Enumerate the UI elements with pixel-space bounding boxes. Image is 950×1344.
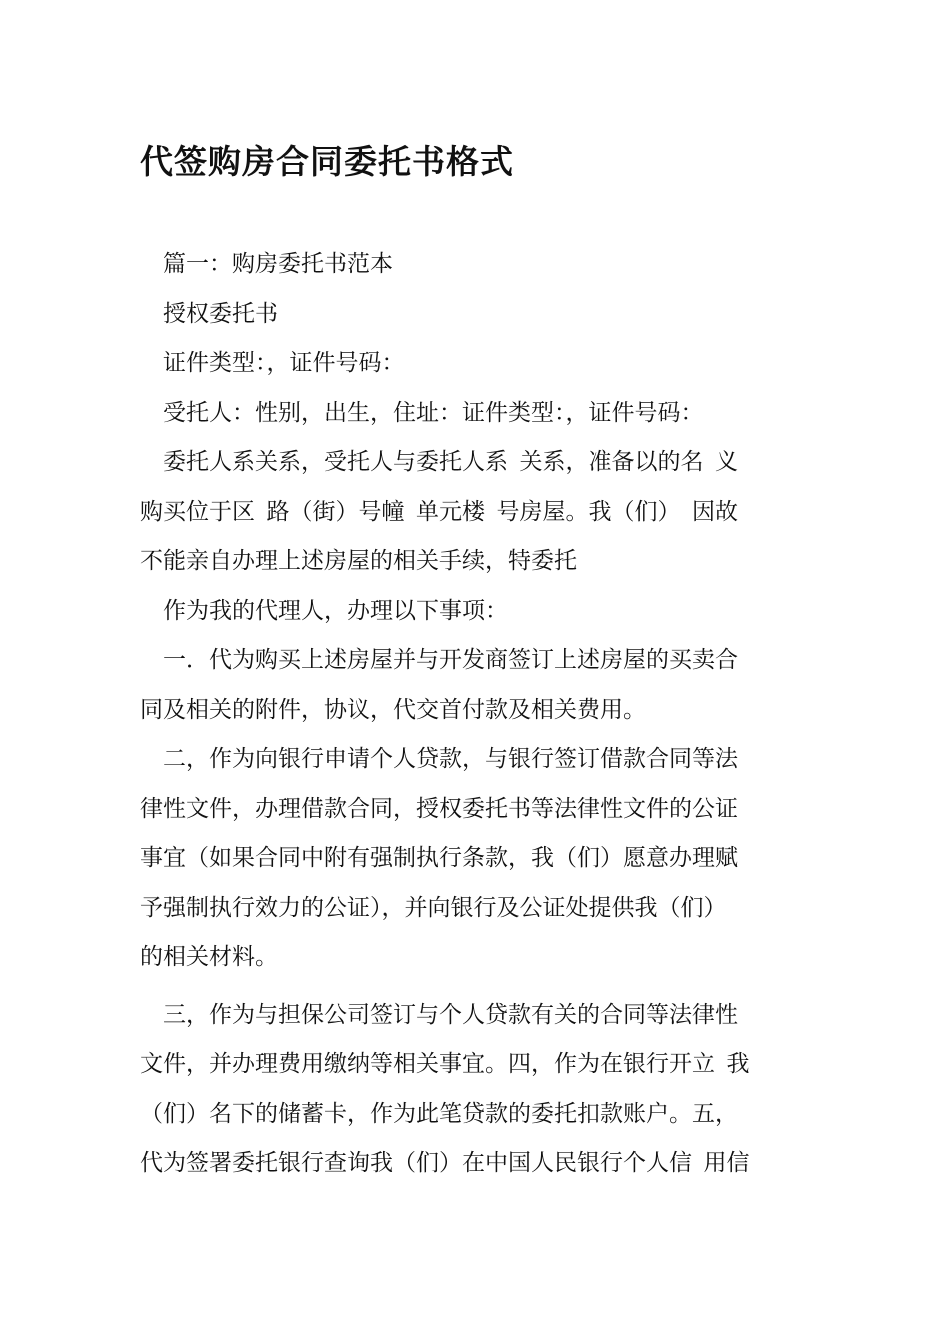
paragraph-line: 授权委托书	[140, 300, 278, 327]
paragraph-line: 事宜（如果合同中附有强制执行条款，我（们）愿意办理赋	[140, 845, 738, 871]
paragraph-line: 购买位于区 路（街）号幢 单元楼 号房屋。我（们） 因故	[140, 498, 738, 525]
paragraph-line: 一．代为购买上述房屋并与开发商签订上述房屋的买卖合	[140, 647, 738, 673]
paragraph-line: 律性文件，办理借款合同，授权委托书等法律性文件的公证	[140, 795, 738, 822]
paragraph-line: 不能亲自办理上述房屋的相关手续，特委托	[140, 548, 577, 574]
paragraph-line: 证件类型：，证件号码：	[140, 350, 405, 376]
paragraph-line: 篇一：购房委托书范本	[140, 251, 393, 277]
paragraph-line: 同及相关的附件，协议，代交首付款及相关费用。	[140, 696, 646, 723]
paragraph-line: 文件，并办理费用缴纳等相关事宜。四，作为在银行开立 我	[140, 1051, 750, 1077]
paragraph-line: 的相关材料。	[140, 944, 278, 970]
paragraph-line: 受托人：性别，出生，住址：证件类型：，证件号码：	[140, 399, 704, 426]
document-title: 代签购房合同委托书格式	[140, 142, 514, 181]
paragraph-line: 代为签署委托银行查询我（们）在中国人民银行个人信 用信	[140, 1150, 750, 1176]
paragraph-line: 予强制执行效力的公证），并向银行及公证处提供我（们）	[140, 894, 727, 921]
paragraph-gap	[140, 983, 840, 991]
paragraph-line: （们）名下的储蓄卡，作为此笔贷款的委托扣款账户。五，	[140, 1100, 738, 1127]
paragraph-line: 委托人系关系，受托人与委托人系 关系，准备以的名 义	[140, 449, 738, 475]
paragraph-line: 三，作为与担保公司签订与个人贷款有关的合同等法律性	[140, 1001, 738, 1028]
paragraph-line: 二，作为向银行申请个人贷款，与银行签订借款合同等法	[140, 746, 738, 772]
paragraph-line: 作为我的代理人，办理以下事项：	[140, 597, 508, 624]
document-body	[140, 240, 840, 1189]
